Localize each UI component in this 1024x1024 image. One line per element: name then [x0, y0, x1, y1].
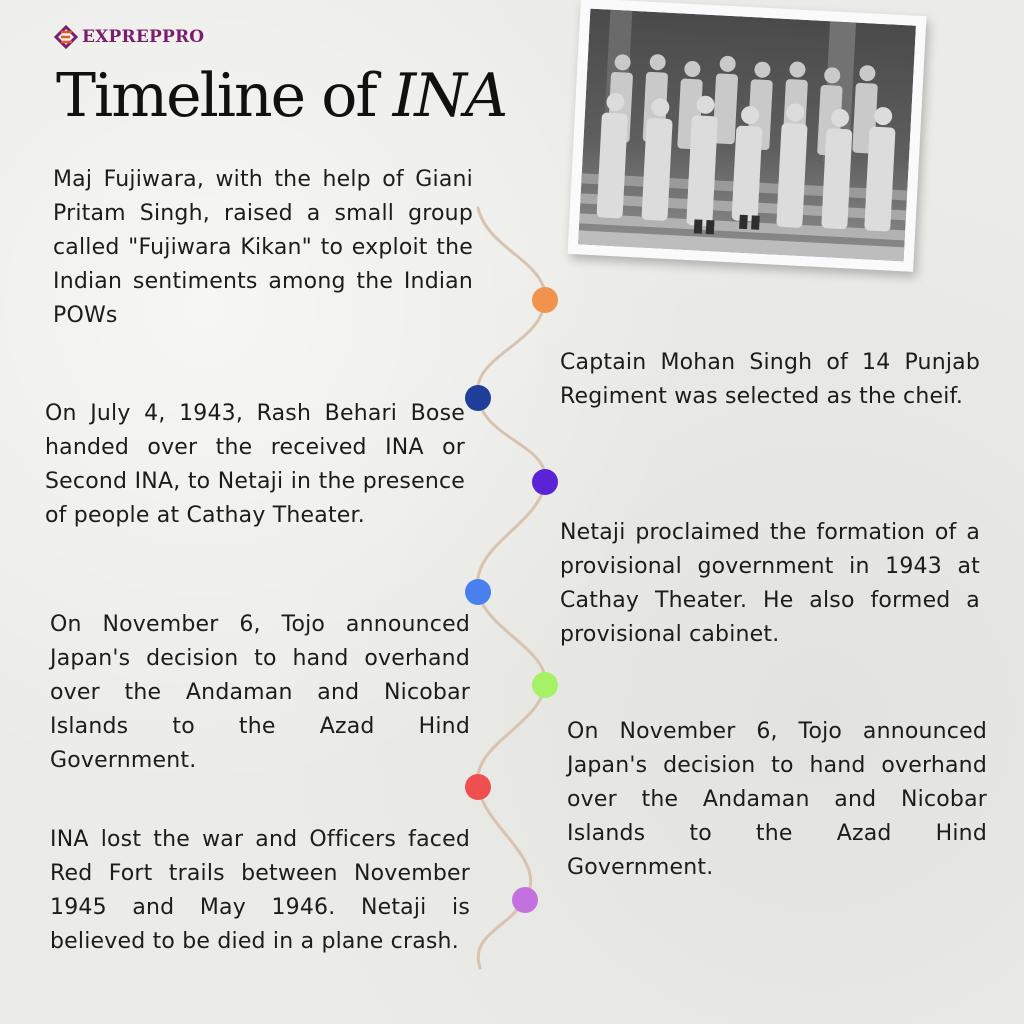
timeline-entry-6: On November 6, Tojo announced Japan's decision to hand overhand over the Andaman and Nicobar Islands to the Azad Hind Government. — [567, 719, 987, 880]
historical-group-photo-icon — [578, 9, 916, 262]
timeline-entry-4: Netaji proclaimed the formation of a provisional government in 1943 at Cathay Theater. He also formed a provisional cabinet. — [560, 520, 980, 647]
timeline-entry-5: On November 6, Tojo announced Japan's decision to hand overhand over the Andaman and Nicobar Islands to the Azad Hind Government. — [50, 612, 470, 773]
timeline-entry-2: Captain Mohan Singh of 14 Punjab Regiment was selected as the cheif. — [560, 350, 980, 409]
expreppro-logo-icon — [52, 23, 80, 51]
brand-name: EXPREPPRO — [82, 27, 205, 47]
brand-logo[interactable] — [52, 22, 204, 52]
historical-photo — [568, 0, 927, 272]
title-prefix: Timeline of — [56, 61, 393, 131]
timeline-entry-3: On July 4, 1943, Rash Behari Bose handed over the received INA or Second INA, to Netaji in the presence of people at Cathay Theater. — [45, 401, 465, 528]
page-title — [56, 56, 506, 136]
timeline-entry-1: Maj Fujiwara, with the help of Giani Pritam Singh, raised a small group called "Fujiwara Kikan" to exploit the Indian sentiments among the Indian POWs — [53, 167, 473, 328]
title-emphasis: INA — [392, 61, 507, 131]
timeline-entry-7: INA lost the war and Officers faced Red Fort trails between November 1945 and May 1946. Netaji is believed to be died in a plane crash. — [50, 827, 470, 954]
